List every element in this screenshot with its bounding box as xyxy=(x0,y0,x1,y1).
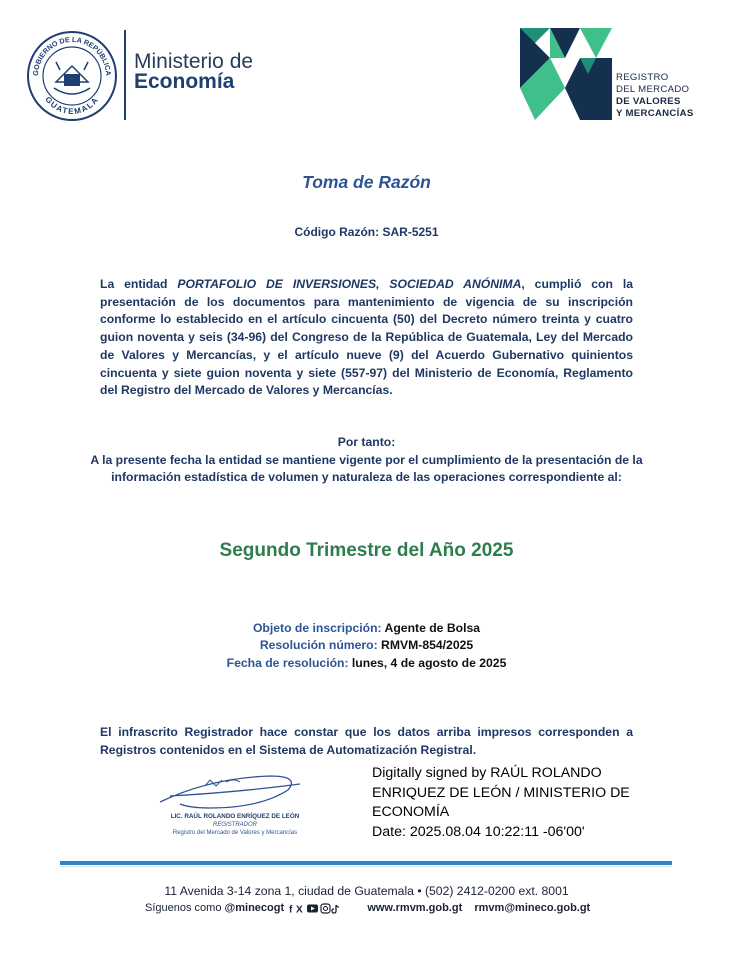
registry-line4: Y MERCANCÍAS xyxy=(616,108,694,119)
seal-text-bottom: GUATEMALA xyxy=(43,94,101,117)
registry-line1: REGISTRO xyxy=(616,72,669,83)
social-handle: @minecogt xyxy=(224,902,285,914)
registry-name xyxy=(616,72,694,120)
signer-org: Registro del Mercado de Valores y Mercancías xyxy=(172,830,298,836)
email-link[interactable]: rmvm@mineco.gob.gt xyxy=(474,902,591,914)
footer-rule xyxy=(60,861,672,865)
registry-line3: DE VALORES xyxy=(616,96,681,107)
footer-contacts xyxy=(145,902,590,914)
objeto-line xyxy=(0,620,733,637)
seal-text-top: GOBIERNO DE LA REPÚBLICA xyxy=(30,34,114,77)
government-seal-icon xyxy=(26,30,118,122)
youtube-icon[interactable] xyxy=(307,904,318,912)
resolucion-value: RMVM-854/2025 xyxy=(381,638,474,653)
code-label: Código Razón: xyxy=(294,225,380,239)
registrar-statement: El infrascrito Registrador hace constar que los datos arriba impresos corresponden a Registros contenidos en el Sistema de Automatización Registral. xyxy=(100,725,633,757)
header-divider xyxy=(124,30,126,120)
vigente-text: A la presente fecha la entidad se mantiene vigente por el cumplimiento de la presentación de la información estadística de volumen y naturaleza de las operaciones correspondiente al: xyxy=(90,452,643,484)
digital-sig-line3: ECONOMÍA xyxy=(372,804,450,820)
digital-sig-line4: Date: 2025.08.04 10:22:11 -06'00' xyxy=(372,823,585,840)
footer-rule-light xyxy=(60,866,672,867)
reporting-period: Segundo Trimestre del Año 2025 xyxy=(219,540,514,561)
digital-sig-line2: ENRIQUEZ DE LEÓN / MINISTERIO DE xyxy=(372,784,630,801)
compliance-paragraph xyxy=(100,276,633,400)
fecha-line xyxy=(0,655,733,672)
code-value: SAR-5251 xyxy=(382,225,439,239)
svg-text:X: X xyxy=(296,904,303,914)
objeto-label: Objeto de inscripción: xyxy=(252,621,382,635)
objeto-value: Agente de Bolsa xyxy=(384,621,481,635)
por-tanto-block xyxy=(80,434,653,487)
signer-role: REGISTRADOR xyxy=(212,822,257,828)
digital-signature-block xyxy=(372,764,672,842)
registration-details xyxy=(0,620,733,672)
entity-name: PORTAFOLIO DE INVERSIONES, SOCIEDAD ANÓNIMA xyxy=(177,277,522,291)
resolucion-label: Resolución número: xyxy=(259,638,378,653)
signer-name: LIC. RAÚL ROLANDO ENRÍQUEZ DE LEÓN xyxy=(170,813,300,820)
instagram-icon[interactable] xyxy=(321,904,330,913)
por-tanto-label: Por tanto: xyxy=(337,435,396,449)
website-link[interactable]: www.rmvm.gob.gt xyxy=(367,902,463,914)
svg-text:f: f xyxy=(289,904,293,914)
document-title: Toma de Razón xyxy=(302,172,431,192)
follow-prefix: Síguenos como xyxy=(145,902,222,914)
para-body: , cumplió con la presentación de los documentos para mantenimiento de vigencia de su inscripción conforme lo establecido en el artículo cincuenta (50) del Decreto número treinta y cuatro guion noventa y seis (34-96) del Congreso de la República de Guatemala, Ley del Mercado de Valores y Mercancías, y el artículo nueve (9) del Acuerdo Gubernativo quinientos cincuenta y siete guion noventa y siete (557-97) del Ministerio de Economía, Reglamento del Registro del Mercado de Valores y Mercancías. xyxy=(100,277,633,398)
ministry-name-line1: Ministerio de xyxy=(134,50,254,73)
tiktok-icon[interactable] xyxy=(332,905,339,913)
social-icons xyxy=(289,903,353,914)
digital-sig-line1: Digitally signed by RAÚL ROLANDO xyxy=(372,765,602,781)
fecha-label: Fecha de resolución: xyxy=(226,655,349,670)
rmvm-logo-icon xyxy=(520,28,612,120)
facebook-icon[interactable] xyxy=(289,904,293,914)
para-prefix: La entidad xyxy=(100,277,168,291)
ministry-name-line2: Economía xyxy=(134,70,235,93)
code-line xyxy=(0,225,733,239)
fecha-value: lunes, 4 de agosto de 2025 xyxy=(351,655,507,670)
registry-line2: DEL MERCADO xyxy=(616,84,690,95)
x-icon[interactable] xyxy=(296,904,303,914)
resolucion-line xyxy=(0,637,733,654)
footer-address: 11 Avenida 3-14 zona 1, ciudad de Guatemala • (502) 2412-0200 ext. 8001 xyxy=(164,884,569,898)
